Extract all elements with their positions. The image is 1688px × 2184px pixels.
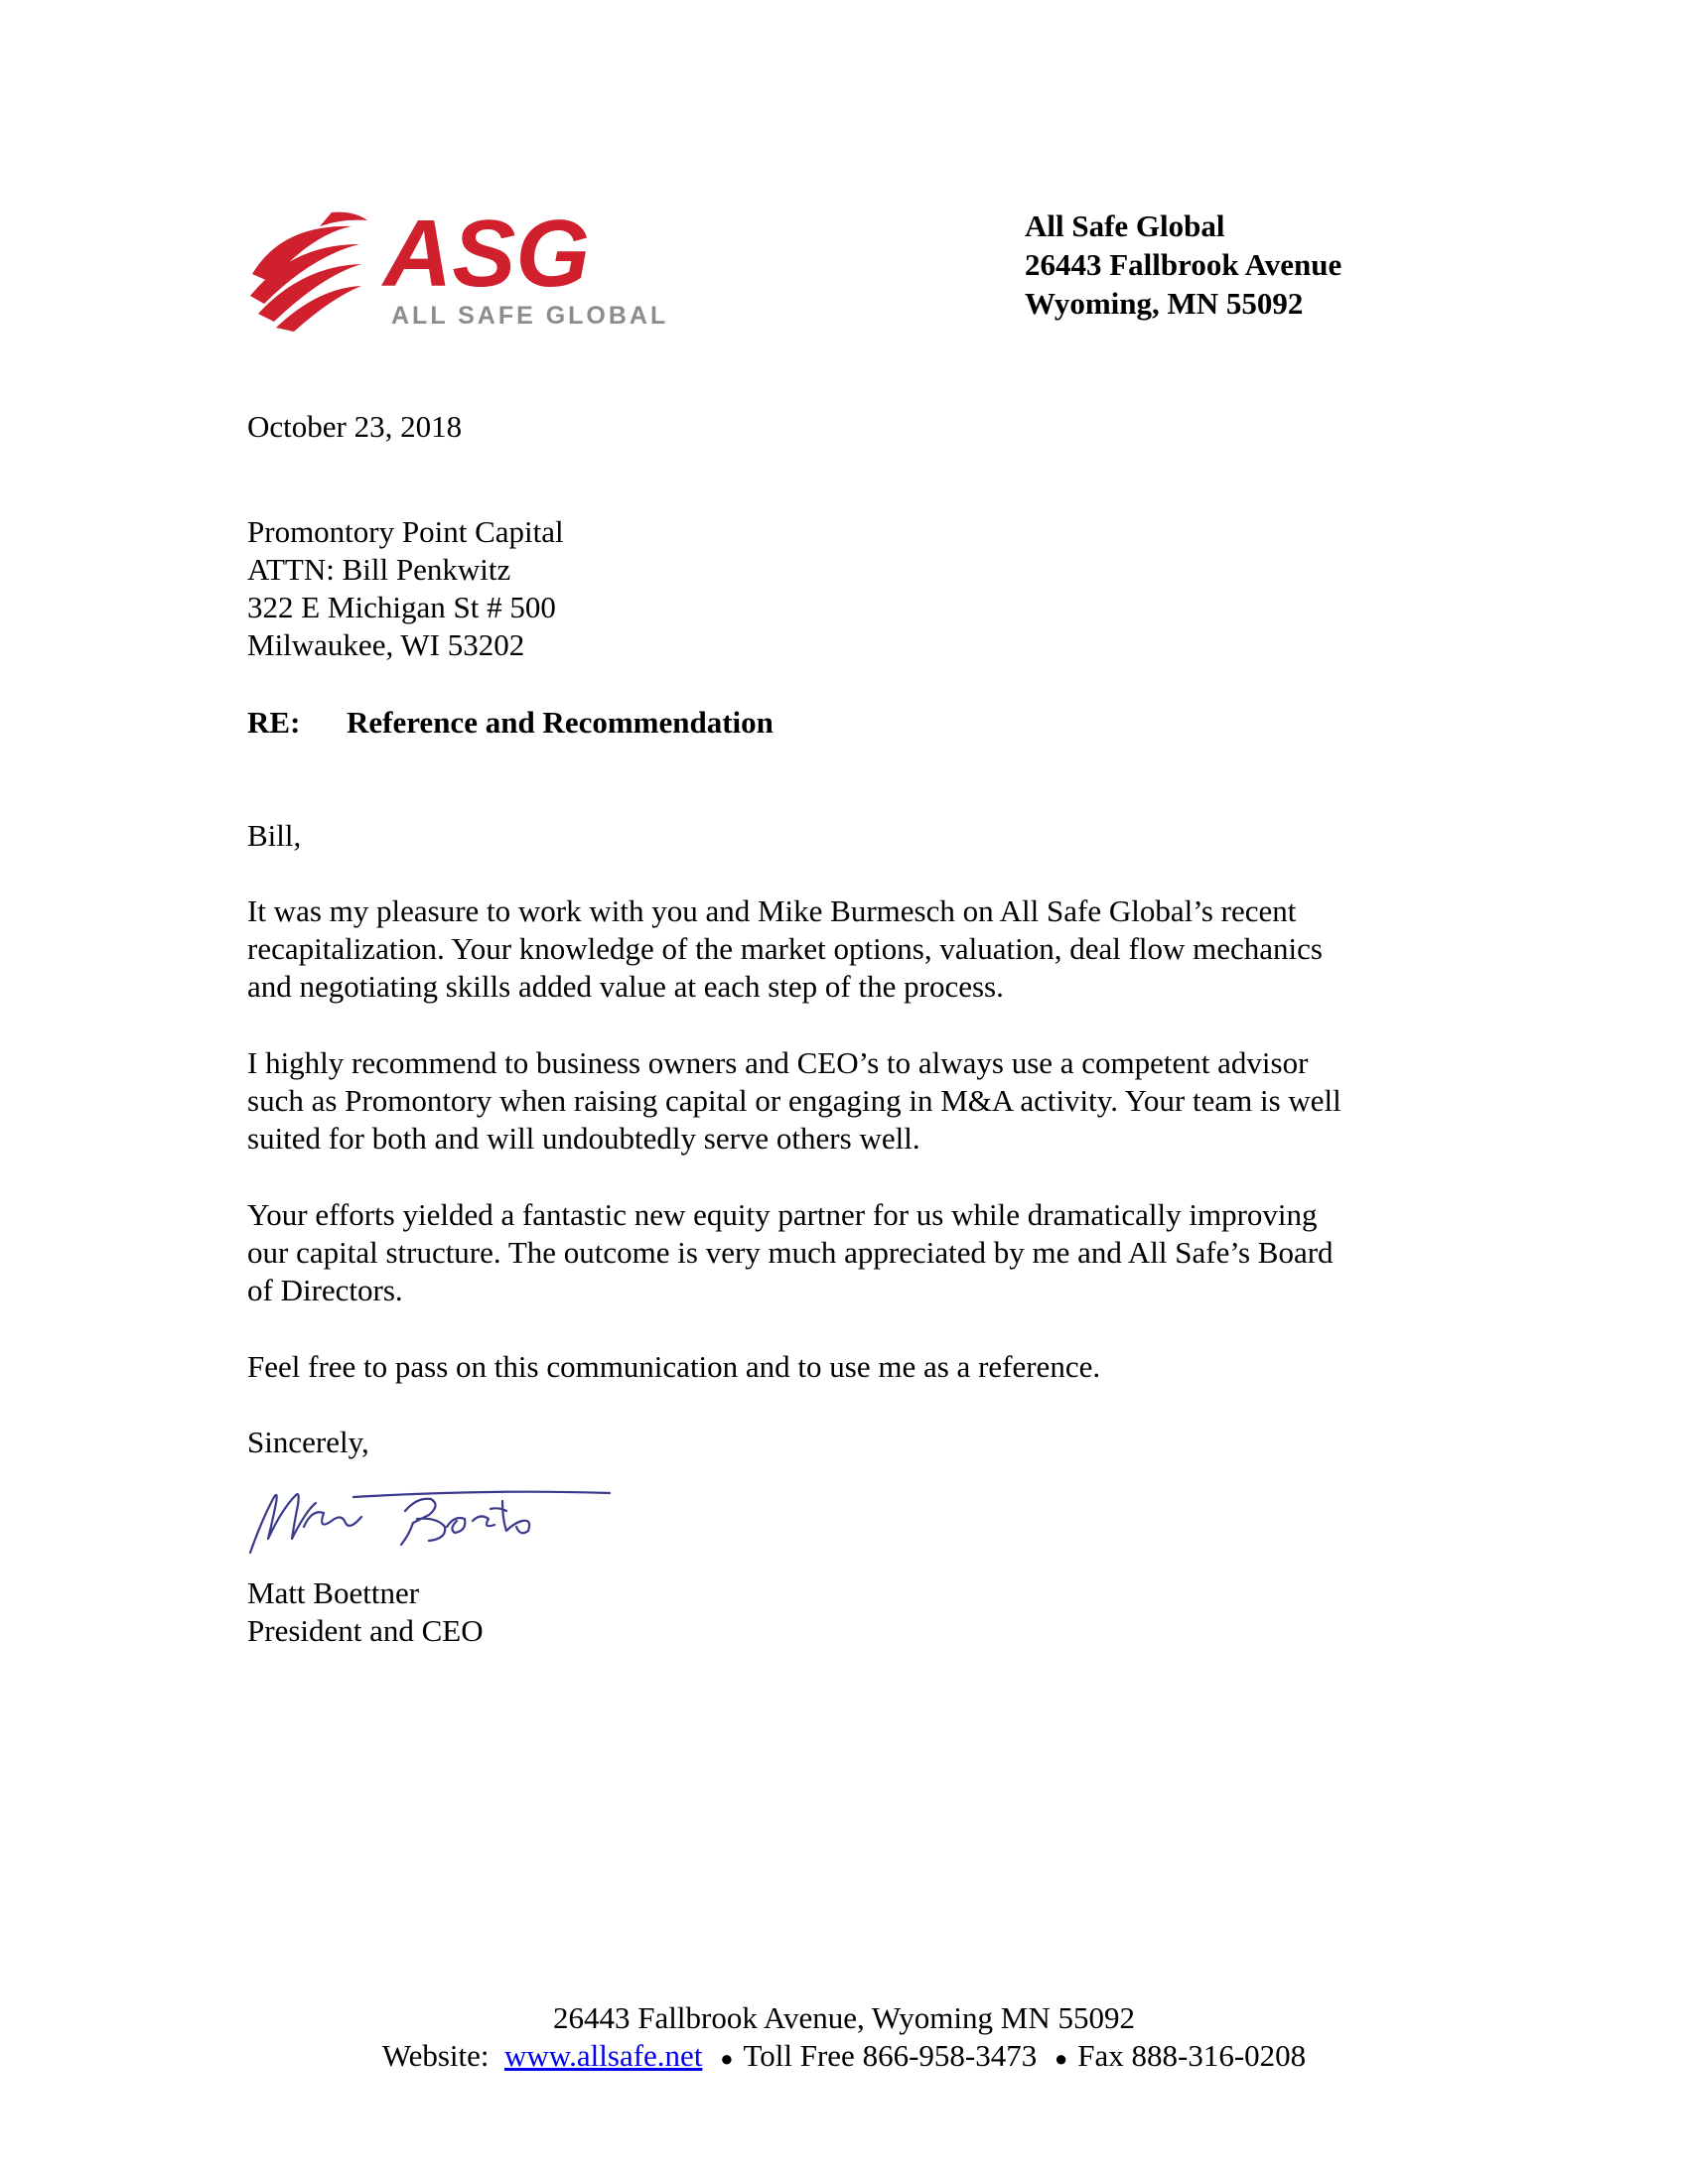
paragraph-line: It was my pleasure to work with you and Mike Burmesch on All Safe Global’s recent	[247, 893, 1297, 928]
subject-line	[247, 704, 1478, 742]
asg-logo	[242, 205, 689, 334]
subject-label: RE:	[247, 705, 301, 740]
footer-contact	[0, 2037, 1688, 2078]
paragraph-line: recapitalization. Your knowledge of the market options, valuation, deal flow mechanics	[247, 931, 1323, 966]
recipient-city: Milwaukee, WI 53202	[247, 627, 525, 662]
logo-tagline: ALL SAFE GLOBAL	[391, 302, 669, 330]
signer-title: President and CEO	[247, 1613, 484, 1648]
signer-name: Matt Boettner	[247, 1575, 420, 1610]
sender-city: Wyoming, MN 55092	[1025, 286, 1304, 321]
paragraph-line: Feel free to pass on this communication and to use me as a reference.	[247, 1349, 1101, 1384]
signer-block	[247, 1574, 1478, 1650]
paragraph-line: such as Promontory when raising capital or engaging in M&A activity. Your team is well	[247, 1083, 1341, 1118]
paragraph-line: of Directors.	[247, 1273, 403, 1307]
footer-address: 26443 Fallbrook Avenue, Wyoming MN 55092	[553, 2000, 1135, 2035]
toll-free-number: Toll Free 866-958-3473	[743, 2038, 1038, 2073]
closing: Sincerely,	[247, 1425, 369, 1459]
fax-number: Fax 888-316-0208	[1077, 2038, 1307, 2073]
paragraph-2	[247, 1044, 1478, 1158]
website-label: Website:	[381, 2038, 490, 2073]
bullet-icon: ●	[720, 2045, 734, 2071]
sender-name: All Safe Global	[1025, 208, 1225, 243]
paragraph-line: and negotiating skills added value at each step of the process.	[247, 969, 1004, 1004]
paragraph-line: Your efforts yielded a fantastic new equity partner for us while dramatically improving	[247, 1197, 1318, 1232]
recipient-street: 322 E Michigan St # 500	[247, 590, 556, 624]
paragraph-1	[247, 892, 1478, 1006]
greeting: Bill,	[247, 818, 302, 853]
sender-street: 26443 Fallbrook Avenue	[1025, 247, 1342, 282]
recipient-attn: ATTN: Bill Penkwitz	[247, 552, 511, 587]
paragraph-line: suited for both and will undoubtedly serve others well.	[247, 1121, 920, 1156]
paragraph-3	[247, 1196, 1478, 1309]
website-link[interactable]: www.allsafe.net	[504, 2038, 703, 2073]
recipient-address	[247, 513, 1478, 664]
globe-swoosh-icon	[250, 212, 367, 332]
logo-mark: ASG	[383, 205, 591, 307]
subject-text: Reference and Recommendation	[347, 705, 774, 740]
bullet-icon: ●	[1054, 2045, 1068, 2071]
letterhead-footer	[0, 1999, 1688, 2078]
recipient-company: Promontory Point Capital	[247, 514, 564, 549]
handwritten-signature	[242, 1479, 620, 1559]
paragraph-line: our capital structure. The outcome is very much appreciated by me and All Safe’s Board	[247, 1235, 1334, 1270]
sender-address	[1025, 206, 1341, 323]
letter-date: October 23, 2018	[247, 409, 463, 444]
paragraph-4	[247, 1348, 1478, 1386]
paragraph-line: I highly recommend to business owners and CEO’s to always use a competent advisor	[247, 1045, 1309, 1080]
